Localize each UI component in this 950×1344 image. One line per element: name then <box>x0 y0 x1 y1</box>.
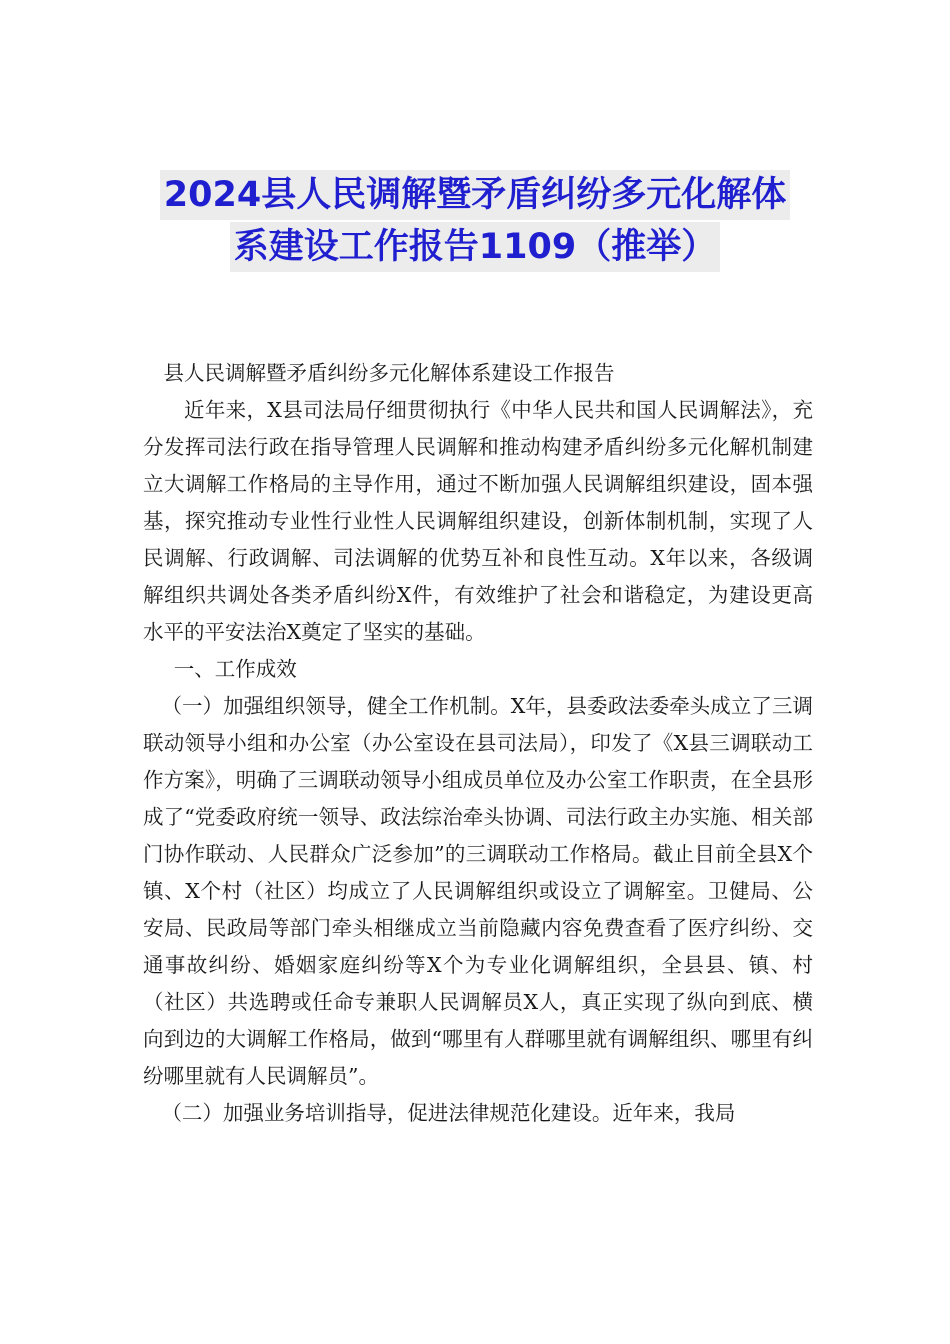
title-line-2: 系建设工作报告1109（推举） <box>230 222 720 272</box>
section-heading: 一、工作成效 <box>173 657 297 681</box>
document-body <box>143 355 813 1132</box>
section-item-2: （二）加强业务培训指导，促进法律规范化建设。近年来，我局 <box>161 1101 736 1125</box>
report-subtitle: 县人民调解暨矛盾纠纷多元化解体系建设工作报告 <box>163 361 615 385</box>
document-title <box>0 170 950 272</box>
section-item-1: （一）加强组织领导，健全工作机制。X年，县委政法委牵头成立了三调联动领导小组和办公室（办公室设在县司法局），印发了《X县三调联动工作方案》，明确了三调联动领导小组成员单位及办公室工作职责，在全县形成了“党委政府统一领导、政法综治牵头协调、司法行政主办实施、相关部门协作联动、人民群众广泛参加”的三调联动工作格局。截止目前全县X个镇、X个村（社区）均成立了人民调解组织或设立了调解室。卫健局、公安局、民政局等部门牵头相继成立当前隐藏内容免费查看了医疗纠纷、交通事故纠纷、婚姻家庭纠纷等X个为专业化调解组织，全县县、镇、村（社区）共选聘或任命专兼职人民调解员X人，真正实现了纵向到底、横向到边的大调解工作格局，做到“哪里有人群哪里就有调解组织、哪里有纠纷哪里就有人民调解员”。 <box>143 694 813 1088</box>
title-line-1: 2024县人民调解暨矛盾纠纷多元化解体 <box>160 170 790 220</box>
intro-paragraph: 近年来，X县司法局仔细贯彻执行《中华人民共和国人民调解法》，充分发挥司法行政在指导管理人民调解和推动构建矛盾纠纷多元化解机制建立大调解工作格局的主导作用，通过不断加强人民调解组织建设，固本强基，探究推动专业性行业性人民调解组织建设，创新体制机制，实现了人民调解、行政调解、司法调解的优势互补和良性互动。X年以来，各级调解组织共调处各类矛盾纠纷X件，有效维护了社会和谐稳定，为建设更高水平的平安法治X奠定了坚实的基础。 <box>143 398 813 644</box>
